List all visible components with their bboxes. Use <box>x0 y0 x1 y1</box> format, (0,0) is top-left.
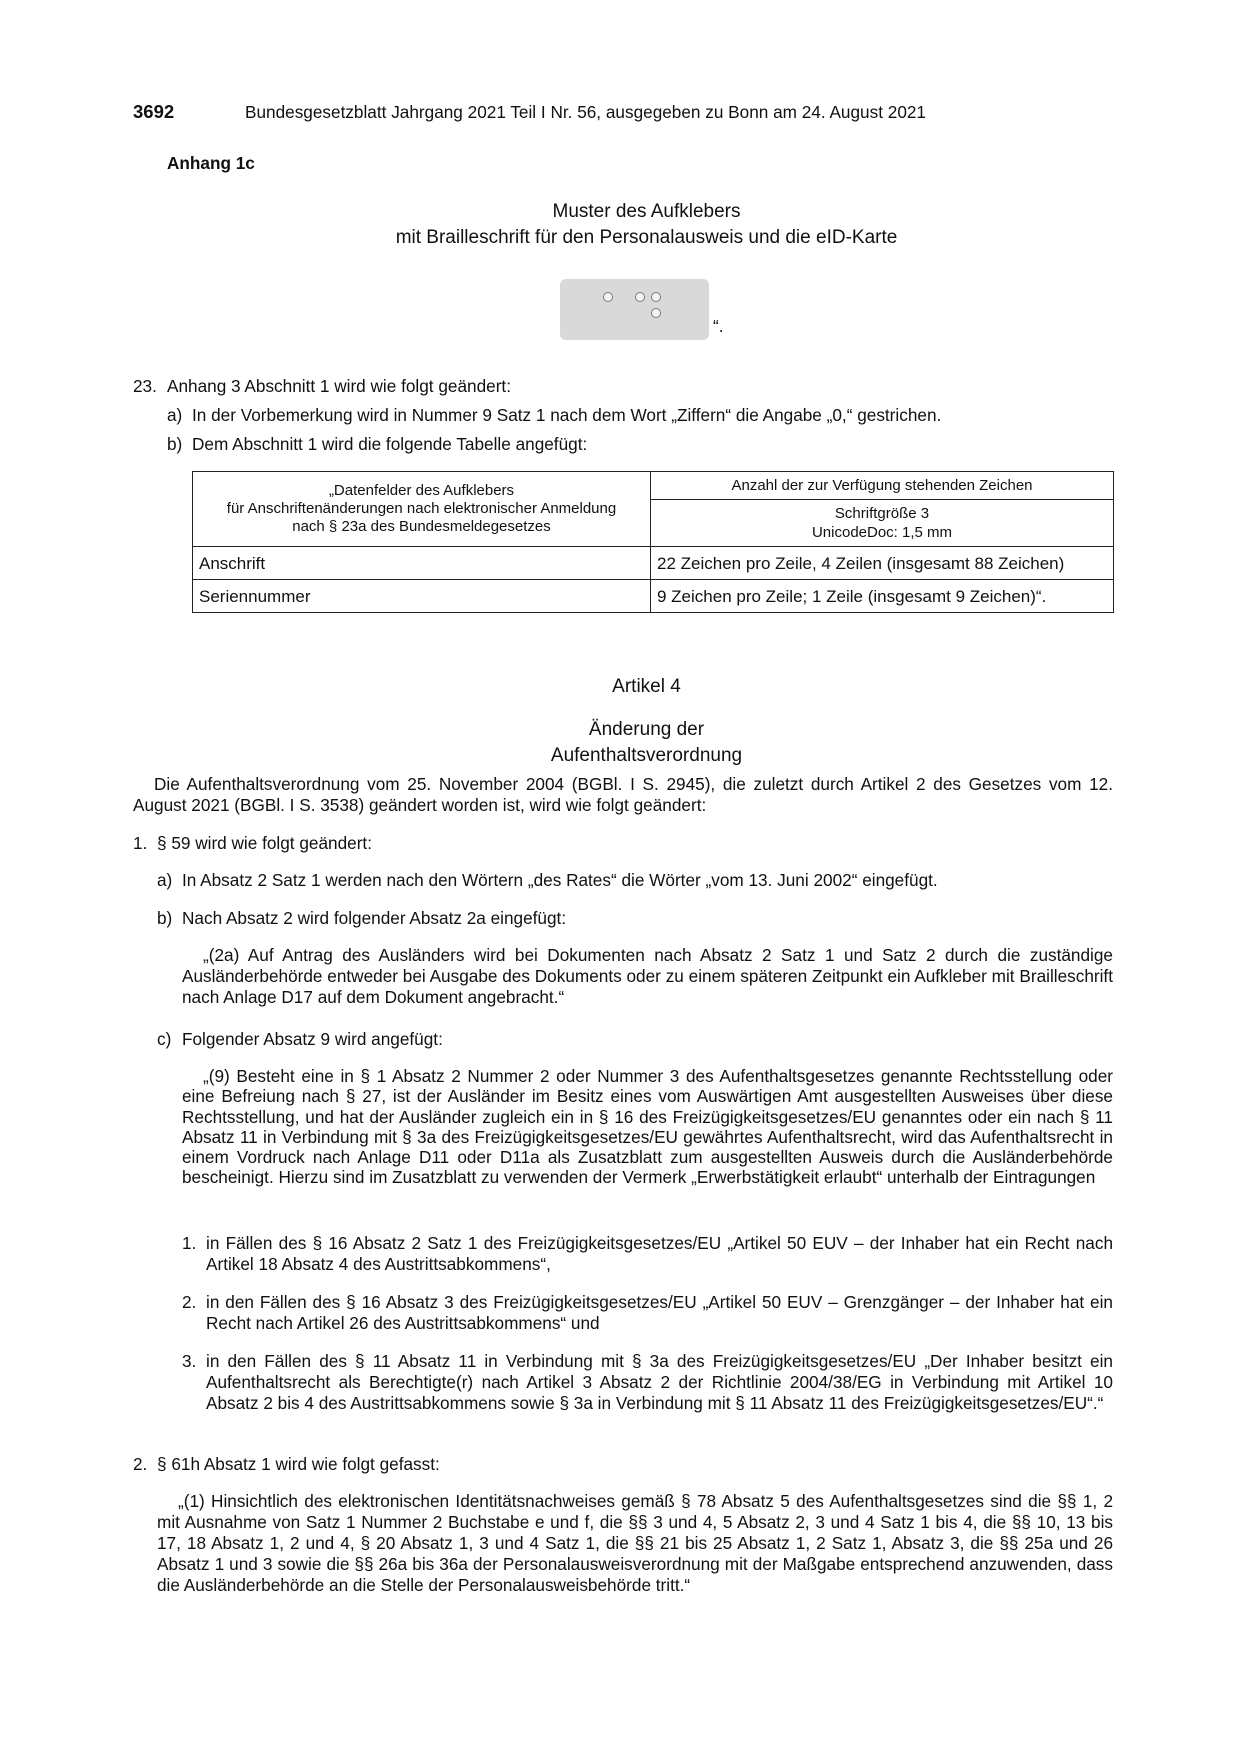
item-23b-label: b) <box>167 434 183 454</box>
sample-title <box>200 199 1093 251</box>
sample-title-line1: Muster des Aufklebers <box>552 201 741 222</box>
point-2-quote: „(1) Hinsichtlich des elektronischen Identitätsnachweises gemäß § 78 Absatz 5 des Aufenthaltsgesetzes sind die §§ 1, 2 mit Ausnahme von Satz 1 Nummer 2 Buchstabe e und f, die §§ 3 und 4, 5 Absatz 2, 3 und 4 Satz 1 bis 4, die §§ 10, 13 bis 17, 18 Absatz 1, 2 und 4, § 20 Absatz 1, 3 und 4 Satz 1, die §§ 21 bis 25 Absatz 1, 2 Satz 1, Absatz 3, die §§ 25a und 26 Absatz 1 und 3 sowie die §§ 26a bis 36a der Personalausweisverordnung mit der Maßgabe entsprechend anzuwenden, dass die Ausländerbehörde an die Stelle der Personalausweisbehörde tritt.“ <box>157 1491 1113 1595</box>
table-header-font-size-line1: Schriftgröße 3 <box>834 505 930 522</box>
table-header-available-chars: Anzahl der zur Verfügung stehenden Zeichen <box>651 472 1114 500</box>
item-23-label: 23. <box>133 376 157 396</box>
sub-item-text: in den Fällen des § 16 Absatz 3 des Freizügigkeitsgesetzes/EU „Artikel 50 EUV – Grenzgänger – der Inhaber hat ein Recht nach Artikel 26 des Austrittsabkommens“ und <box>206 1292 1113 1333</box>
point-2-label: 2. <box>133 1454 148 1474</box>
table-header-row <box>193 472 1114 500</box>
article-intro: Die Aufenthaltsverordnung vom 25. November 2004 (BGBl. I S. 2945), die zuletzt durch Artikel 2 des Gesetzes vom 12. August 2021 (BGBl. I S. 3538) geändert worden ist, wird wie folgt geändert: <box>133 774 1113 815</box>
article-subtitle-line2: Aufenthaltsverordnung <box>550 745 743 766</box>
point-1a-text: In Absatz 2 Satz 1 werden nach den Wörtern „des Rates“ die Wörter „vom 13. Juni 2002“ eingefügt. <box>182 870 938 890</box>
braille-sticker-sample <box>560 279 709 340</box>
table-cell-field: Seriennummer <box>193 580 651 613</box>
table-cell-value: 22 Zeichen pro Zeile, 4 Zeilen (insgesamt 88 Zeichen) <box>651 547 1114 580</box>
point-1c-quote: „(9) Besteht eine in § 1 Absatz 2 Nummer 2 oder Nummer 3 des Aufenthaltsgesetzes genannte Rechtsstellung oder eine Befreiung nach § 27, ist der Ausländer im Besitz eines vom Auswärtigen Amt ausgestellten Ausweises über diese Rechtsstellung, und hat der Ausländer zugleich ein in § 16 des Freizügigkeitsgesetzes/EU genanntes oder ein nach § 11 Absatz 11 in Verbindung mit § 3a des Freizügigkeitsgesetzes/EU gewährtes Aufenthaltsrecht, wird das Aufenthaltsrecht in einem Vordruck nach Anlage D11 oder D11a als Zusatzblatt zum ausgestellten Ausweis durch die Ausländerbehörde bescheinigt. Hierzu sind im Zusatzblatt zu verwenden der Vermerk „Erwerbstätigkeit erlaubt“ unterhalb der Eintragungen <box>182 1066 1113 1188</box>
table-row <box>193 547 1114 580</box>
point-2-text: § 61h Absatz 1 wird wie folgt gefasst: <box>157 1454 440 1474</box>
table-header-fields-line1: „Datenfelder des Aufklebers <box>328 482 515 499</box>
table-header-font-size-line2: UnicodeDoc: 1,5 mm <box>811 524 953 541</box>
table-row <box>193 580 1114 613</box>
point-1a-label: a) <box>157 870 173 890</box>
sample-title-line2: mit Brailleschrift für den Personalausweis und die eID-Karte <box>395 227 898 248</box>
table-cell-value: 9 Zeichen pro Zeile; 1 Zeile (insgesamt 9 Zeichen)“. <box>651 580 1114 613</box>
braille-dot <box>635 292 645 302</box>
annex-label: Anhang 1c <box>167 153 255 173</box>
closing-quote: “. <box>713 316 724 336</box>
sub-item-label: 2. <box>182 1292 197 1312</box>
braille-dot <box>651 308 661 318</box>
sub-item-label: 1. <box>182 1233 197 1253</box>
point-1b-quote: „(2a) Auf Antrag des Ausländers wird bei Dokumenten nach Absatz 2 Satz 1 und Satz 2 durch die zuständige Ausländerbehörde entweder bei Ausgabe des Dokuments oder zu einem späteren Zeitpunkt ein Aufkleber mit Brailleschrift nach Anlage D17 auf dem Dokument angebracht.“ <box>182 945 1113 1007</box>
item-23a-text: In der Vorbemerkung wird in Nummer 9 Satz 1 nach dem Wort „Ziffern“ die Angabe „0,“ gestrichen. <box>192 405 942 425</box>
sub-item-text: in den Fällen des § 11 Absatz 11 in Verbindung mit § 3a des Freizügigkeitsgesetzes/EU „Der Inhaber besitzt ein Aufenthaltsrecht als Berechtigte(r) nach Artikel 3 Absatz 2 der Richtlinie 2004/38/EG in Verbindung mit Artikel 10 Absatz 2 bis 4 des Austrittsabkommens sowie § 3a in Verbindung mit § 11 Absatz 11 des Freizügigkeitsgesetzes/EU“.“ <box>206 1351 1113 1413</box>
table-header-fields-line2: für Anschriftenänderungen nach elektronischer Anmeldung <box>226 500 617 517</box>
point-1b-label: b) <box>157 908 173 928</box>
table-header-fields <box>193 472 651 547</box>
braille-dot <box>651 292 661 302</box>
page-number: 3692 <box>133 101 175 122</box>
braille-dot <box>603 292 613 302</box>
table-header-fields-line3: nach § 23a des Bundesmeldegesetzes <box>292 518 551 535</box>
item-23b-text: Dem Abschnitt 1 wird die folgende Tabelle angefügt: <box>192 434 588 454</box>
article-subtitle-line1: Änderung der <box>588 719 705 740</box>
point-1-text: § 59 wird wie folgt geändert: <box>157 833 372 853</box>
item-23-text: Anhang 3 Abschnitt 1 wird wie folgt geändert: <box>167 376 511 396</box>
point-1c-label: c) <box>157 1029 172 1049</box>
character-count-table <box>192 471 1114 613</box>
item-23a-label: a) <box>167 405 183 425</box>
article-title: Artikel 4 <box>612 676 681 697</box>
sub-item-label: 3. <box>182 1351 197 1371</box>
table-cell-field: Anschrift <box>193 547 651 580</box>
table-header-font-size <box>651 500 1114 547</box>
article-subtitle <box>200 717 1093 769</box>
sub-item-text: in Fällen des § 16 Absatz 2 Satz 1 des Freizügigkeitsgesetzes/EU „Artikel 50 EUV – der Inhaber hat ein Recht nach Artikel 18 Absatz 4 des Austrittsabkommens“, <box>206 1233 1113 1274</box>
point-1-label: 1. <box>133 833 148 853</box>
point-1b-text: Nach Absatz 2 wird folgender Absatz 2a eingefügt: <box>182 908 567 928</box>
point-1c-text: Folgender Absatz 9 wird angefügt: <box>182 1029 443 1049</box>
running-head: Bundesgesetzblatt Jahrgang 2021 Teil I Nr. 56, ausgegeben zu Bonn am 24. August 2021 <box>245 102 926 122</box>
